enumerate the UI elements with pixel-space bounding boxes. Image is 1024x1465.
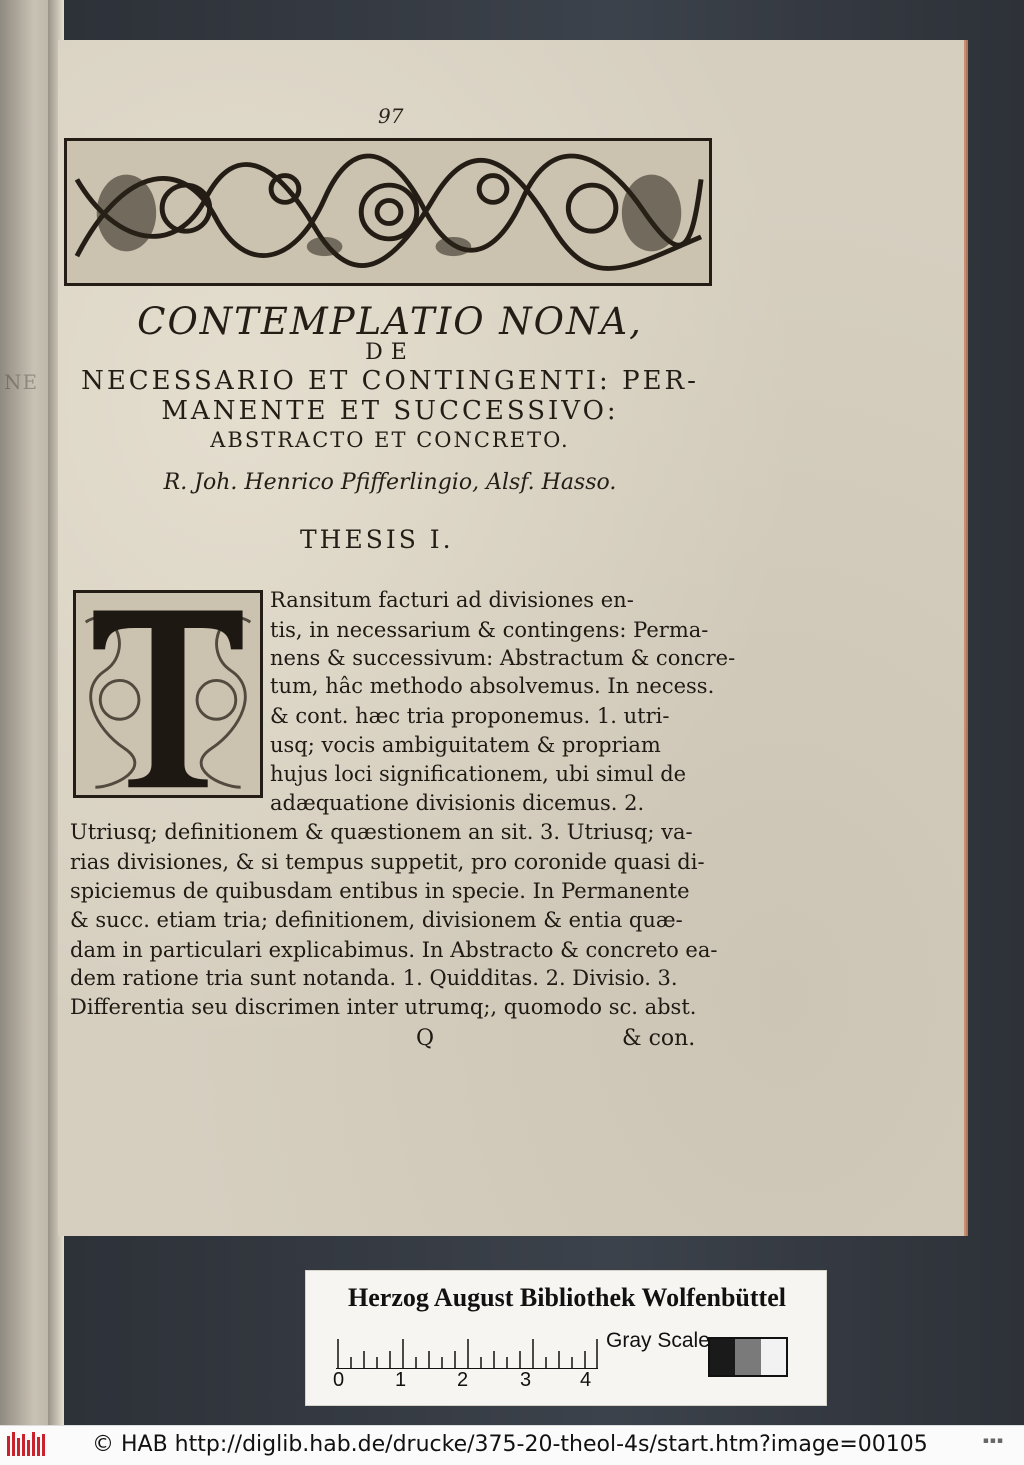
ruler-digit: 3 [520,1369,532,1391]
body-line: rias divisiones, & si tempus suppetit, pro coronide quasi di- [70,850,705,874]
gray-scale-swatch [708,1337,788,1377]
respondent-line: R. Joh. Henrico Pfifferlingio, Alsf. Hasso. [163,470,617,495]
body-line: & cont. hæc tria proponemus. 1. utri- [270,704,670,728]
ruler-digit: 0 [333,1369,345,1391]
ruler-digit: 1 [395,1369,407,1391]
body-line: adæquatione divisionis dicemus. 2. [270,791,645,815]
body-line: nens & successivum: Abstractum & concre- [270,646,736,670]
body-line: Utriusq; definitionem & quæstionem an sit. 3. Utriusq; va- [70,820,693,844]
body-line: Ransitum facturi ad divisiones en- [270,588,634,612]
color-reference-card [305,1270,827,1406]
thesis-heading: THESIS I. [300,525,454,554]
body-line: tum, hâc methodo absolvemus. In necess. [270,674,715,698]
subtitle-line-1: NECESSARIO ET CONTINGENTI: PER- [81,366,699,396]
footer-dots: ▪▪▪ [982,1436,1004,1446]
signature-mark: Q [416,1026,435,1051]
catchword: & con. [622,1026,696,1051]
card-title: Herzog August Bibliothek Wolfenbüttel [348,1283,786,1312]
decorated-initial-t [73,590,263,798]
ruler-digit: 2 [457,1369,469,1391]
body-line: hujus loci significationem, ubi simul de [270,762,687,786]
viewer-footer [0,1425,1024,1465]
contemplation-title: CONTEMPLATIO NONA, [137,300,643,343]
copyright-link[interactable]: © HAB http://diglib.hab.de/drucke/375-20-theol-4s/start.htm?image=00105 [92,1432,928,1457]
page-number: 97 [378,104,404,128]
hab-logo-icon [6,1432,48,1458]
body-line: dam in particulari explicabimus. In Abstracto & concreto ea- [70,938,718,962]
body-line: usq; vocis ambiguitatem & propriam [270,733,661,757]
body-line: spiciemus de quibusdam entibus in specie. In Permanente [70,879,690,903]
body-line: Differentia seu discrimen inter utrumq;, quomodo sc. abst. [70,995,697,1019]
body-line: & succ. etiam tria; definitionem, divisionem & entia quæ- [70,908,683,932]
show-through-text: NE [4,370,39,394]
subtitle-line-3: ABSTRACTO ET CONCRETO. [210,428,570,452]
measurement-ruler [336,1329,598,1369]
subtitle-line-2: MANENTE ET SUCCESSIVO: [161,396,619,426]
body-line: dem ratione tria sunt notanda. 1. Quidditas. 2. Divisio. 3. [70,966,678,990]
title-de: DE [365,340,415,365]
gray-scale-label: Gray Scale [606,1329,710,1352]
ruler-digit: 4 [580,1369,592,1391]
ornamental-headpiece [64,138,712,286]
body-line: tis, in necessarium & contingens: Perma- [270,618,709,642]
